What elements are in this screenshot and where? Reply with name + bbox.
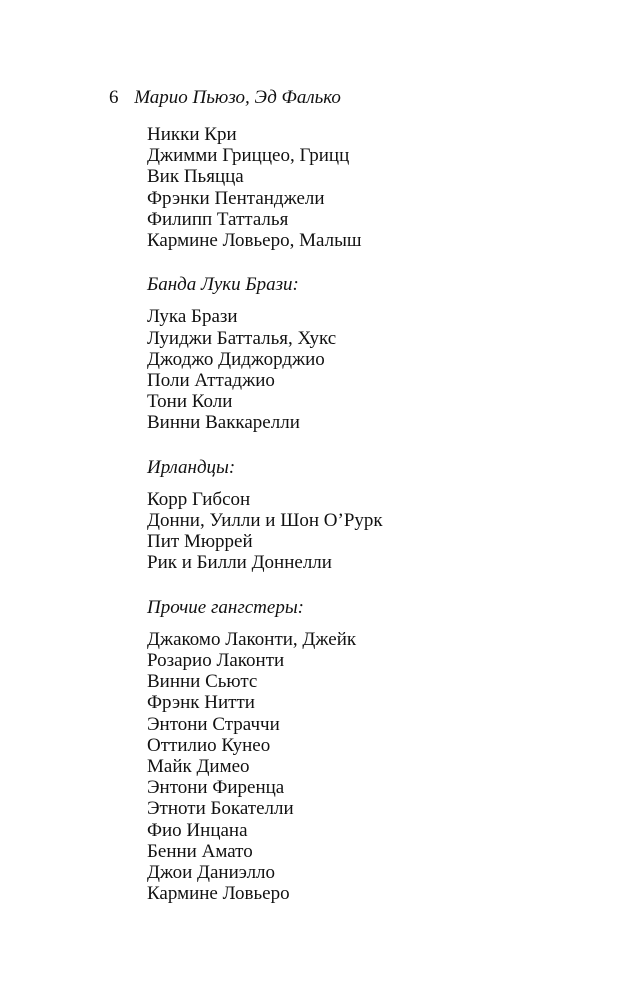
list-item: Донни, Уилли и Шон О’Рурк bbox=[147, 510, 383, 532]
list-item: Джимми Гриццео, Грицц bbox=[147, 145, 350, 167]
list-item: Джои Даниэлло bbox=[147, 862, 276, 884]
page-header bbox=[109, 86, 341, 110]
list-item: Лука Брази bbox=[147, 306, 238, 328]
list-item: Пит Мюррей bbox=[147, 531, 253, 553]
list-item: Майк Димео bbox=[147, 756, 250, 778]
list-item: Тони Коли bbox=[147, 391, 233, 413]
page-number: 6 bbox=[109, 87, 119, 108]
list-item: Оттилио Кунео bbox=[147, 734, 271, 756]
list-item: Луиджи Батталья, Хукс bbox=[147, 327, 337, 349]
group-family-members bbox=[147, 124, 607, 251]
group-heading: Ирландцы: bbox=[147, 456, 236, 478]
list-item: Винни Сьютс bbox=[147, 671, 258, 693]
list-item: Энтони Фиренца bbox=[147, 777, 285, 799]
group-heading: Банда Луки Брази: bbox=[147, 274, 299, 296]
list-item: Кармине Ловьеро bbox=[147, 883, 290, 905]
list-item: Энтони Страччи bbox=[147, 713, 280, 735]
list-item: Фрэнк Нитти bbox=[147, 692, 255, 714]
list-item: Фрэнки Пентанджели bbox=[147, 187, 325, 209]
list-item: Розарио Лаконти bbox=[147, 650, 285, 672]
list-item: Винни Ваккарелли bbox=[147, 412, 300, 434]
running-head: Марио Пьюзо, Эд Фалько bbox=[134, 87, 341, 108]
list-item: Никки Кри bbox=[147, 124, 237, 145]
list-item: Этноти Бокателли bbox=[147, 798, 294, 820]
group-brasi-gang bbox=[147, 274, 607, 433]
list-item: Поли Аттаджио bbox=[147, 370, 275, 392]
group-other-gangsters bbox=[147, 597, 607, 905]
group-irish bbox=[147, 457, 607, 574]
group-heading: Прочие гангстеры: bbox=[147, 596, 305, 618]
character-list bbox=[147, 124, 607, 905]
list-item: Кармине Ловьеро, Малыш bbox=[147, 230, 362, 252]
list-item: Фио Инцана bbox=[147, 819, 248, 841]
list-item: Бенни Амато bbox=[147, 840, 253, 862]
list-item: Вик Пьяцца bbox=[147, 166, 244, 188]
list-item: Рик и Билли Доннелли bbox=[147, 552, 332, 574]
list-item: Джакомо Лаконти, Джейк bbox=[147, 628, 357, 650]
list-item: Филипп Татталья bbox=[147, 208, 289, 230]
list-item: Джоджо Диджорджио bbox=[147, 348, 325, 370]
list-item: Корр Гибсон bbox=[147, 488, 251, 510]
